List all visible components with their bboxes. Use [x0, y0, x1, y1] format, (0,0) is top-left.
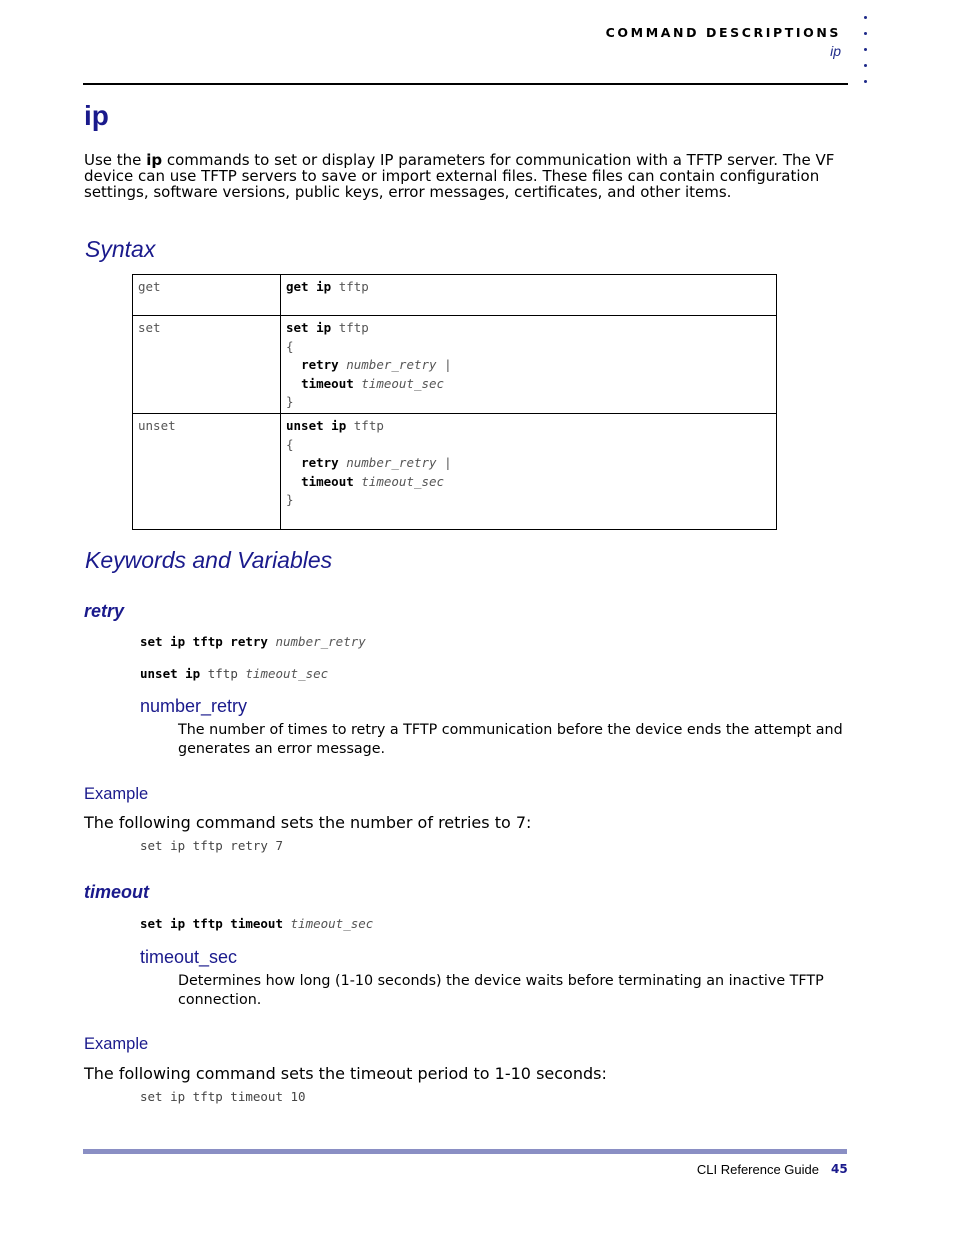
timeout-heading: timeout: [84, 882, 149, 902]
retry-command-set: set ip tftp retry number_retry: [140, 634, 366, 649]
keywords-heading: Keywords and Variables: [85, 547, 333, 573]
intro-text-pre: Use the: [84, 151, 147, 169]
intro-command: ip: [146, 151, 163, 169]
retry-command-unset: unset ip tftp timeout_sec: [140, 666, 329, 681]
number-retry-description: The number of times to retry a TFTP communication before the device ends the attempt and generates an error message.: [178, 722, 843, 757]
syntax-table: [132, 274, 777, 530]
running-header-section: COMMAND DESCRIPTIONS: [605, 25, 841, 40]
page-title: ip: [84, 100, 109, 131]
timeout-sec-description: Determines how long (1-10 seconds) the device waits before terminating an inactive TFTP connection.: [178, 973, 824, 1008]
retry-example-heading: Example: [84, 785, 149, 803]
syntax-command: unset ip tftp { retry number_retry | timeout timeout_sec }: [281, 414, 777, 530]
syntax-row-set: [133, 316, 777, 414]
syntax-command: get ip tftp: [281, 275, 777, 316]
footer-guide-title: CLI Reference Guide: [696, 1162, 819, 1177]
timeout-sec-heading: timeout_sec: [140, 947, 238, 967]
page-number: 45: [831, 1162, 848, 1176]
timeout-command-set: set ip tftp timeout timeout_sec: [140, 916, 374, 931]
syntax-command: set ip tftp { retry number_retry | timeout timeout_sec }: [281, 316, 777, 414]
intro-text-post: commands to set or display IP parameters for communication with a TFTP server. The VF device can use TFTP servers to save or import external files. These files can contain configuration settings, software versions, public keys, error messages, certificates, and other items.: [84, 151, 835, 201]
syntax-action: set: [133, 316, 281, 414]
syntax-action: unset: [133, 414, 281, 530]
timeout-example-text: The following command sets the timeout period to 1-10 seconds:: [84, 1064, 607, 1083]
header-rule: [83, 83, 848, 85]
footer-rule: [83, 1149, 847, 1154]
retry-example-code: set ip tftp retry 7: [140, 838, 283, 853]
number-retry-heading: number_retry: [140, 696, 248, 716]
timeout-example-heading: Example: [84, 1035, 149, 1053]
retry-example-text: The following command sets the number of retries to 7:: [84, 813, 532, 832]
running-header-topic: ip: [830, 43, 841, 59]
intro-paragraph: [84, 152, 854, 200]
syntax-heading: Syntax: [85, 236, 156, 262]
retry-heading: retry: [84, 601, 125, 621]
syntax-action: get: [133, 275, 281, 316]
syntax-row-unset: [133, 414, 777, 530]
header-dots-decoration: [864, 16, 872, 96]
syntax-row-get: [133, 275, 777, 316]
timeout-example-code: set ip tftp timeout 10: [140, 1089, 306, 1104]
